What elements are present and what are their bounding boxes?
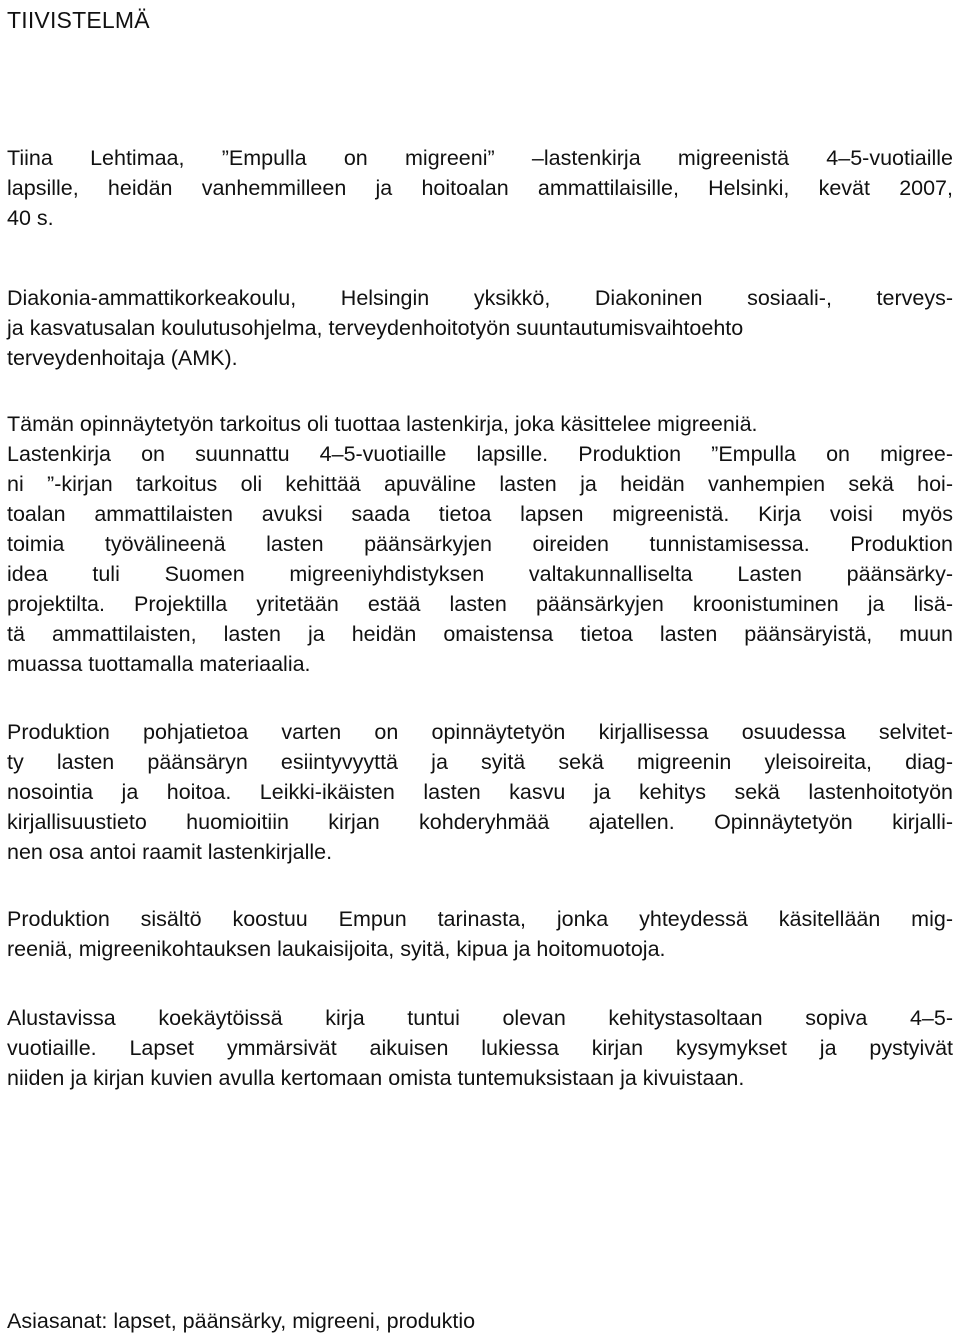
- body-line: niiden ja kirjan kuvien avulla kertomaan omista tuntemuksistaan ja kivuistaan.: [7, 1066, 745, 1090]
- institution-paragraph: [7, 283, 960, 373]
- body-line: muassa tuottamalla materiaalia.: [7, 652, 311, 676]
- body-line: Alustavissa koekäytöissä kirja tuntui olevan kehitystasoltaan sopiva 4–5-: [7, 1006, 953, 1030]
- institution-line: ja kasvatusalan koulutusohjelma, terveydenhoitotyön suuntautumisvaihtoehto: [7, 316, 744, 340]
- body-line: idea tuli Suomen migreeniyhdistyksen valtakunnalliselta Lasten päänsärky-: [7, 562, 953, 586]
- body-line: ni ”-kirjan tarkoitus oli kehittää apuväline lasten ja heidän vanhempien sekä hoi-: [7, 472, 953, 496]
- body-line: Lastenkirja on suunnattu 4–5-vuotiaille lapsille. Produktion ”Empulla on migree-: [7, 442, 953, 466]
- institution-line: Diakonia-ammattikorkeakoulu, Helsingin yksikkö, Diakoninen sosiaali-, terveys-: [7, 286, 953, 310]
- body-line: nen osa antoi raamit lastenkirjalle.: [7, 840, 333, 864]
- body-line: Produktion pohjatietoa varten on opinnäytetyön kirjallisessa osuudessa selvitet-: [7, 720, 953, 744]
- page-title: TIIVISTELMÄ: [7, 7, 150, 33]
- body-paragraph-purpose: [7, 409, 960, 679]
- citation-line: Tiina Lehtimaa, ”Empulla on migreeni” –lastenkirja migreenistä 4–5-vuotiaille: [7, 146, 953, 170]
- citation-paragraph: [7, 143, 960, 233]
- citation-line: lapsille, heidän vanhemmilleen ja hoitoalan ammattilaisille, Helsinki, kevät 2007,: [7, 176, 953, 200]
- citation-line: 40 s.: [7, 206, 54, 230]
- body-line: vuotiaille. Lapset ymmärsivät aikuisen lukiessa kirjan kysymykset ja pystyivät: [7, 1036, 953, 1060]
- body-paragraph-results: [7, 1003, 960, 1093]
- body-line: kirjallisuustieto huomioitiin kirjan kohderyhmää ajatellen. Opinnäytetyön kirjalli-: [7, 810, 953, 834]
- body-line: projektilta. Projektilla yritetään estää lasten päänsärkyjen kroonistuminen ja lisä-: [7, 592, 953, 616]
- body-line: Tämän opinnäytetyön tarkoitus oli tuottaa lastenkirja, joka käsittelee migreeniä.: [7, 412, 758, 436]
- body-line: toalan ammattilaisten avuksi saada tietoa lapsen migreenistä. Kirja voisi myös: [7, 502, 953, 526]
- keywords-line: Asiasanat: lapset, päänsärky, migreeni, produktio: [7, 1309, 476, 1333]
- body-line: toimia työvälineenä lasten päänsärkyjen oireiden tunnistamisessa. Produktion: [7, 532, 953, 556]
- body-paragraph-background: [7, 717, 960, 867]
- body-line: ty lasten päänsäryn esiintyvyyttä ja syitä sekä migreenin yleisoireita, diag-: [7, 750, 953, 774]
- institution-line: terveydenhoitaja (AMK).: [7, 346, 238, 370]
- body-paragraph-content: [7, 904, 960, 964]
- body-line: nosointia ja hoitoa. Leikki-ikäisten lasten kasvu ja kehitys sekä lastenhoitotyön: [7, 780, 953, 804]
- body-line: reeniä, migreenikohtauksen laukaisijoita, syitä, kipua ja hoitomuotoja.: [7, 937, 666, 961]
- body-line: Produktion sisältö koostuu Empun tarinasta, jonka yhteydessä käsitellään mig-: [7, 907, 953, 931]
- body-line: tä ammattilaisten, lasten ja heidän omaistensa tietoa lasten päänsäryistä, muun: [7, 622, 953, 646]
